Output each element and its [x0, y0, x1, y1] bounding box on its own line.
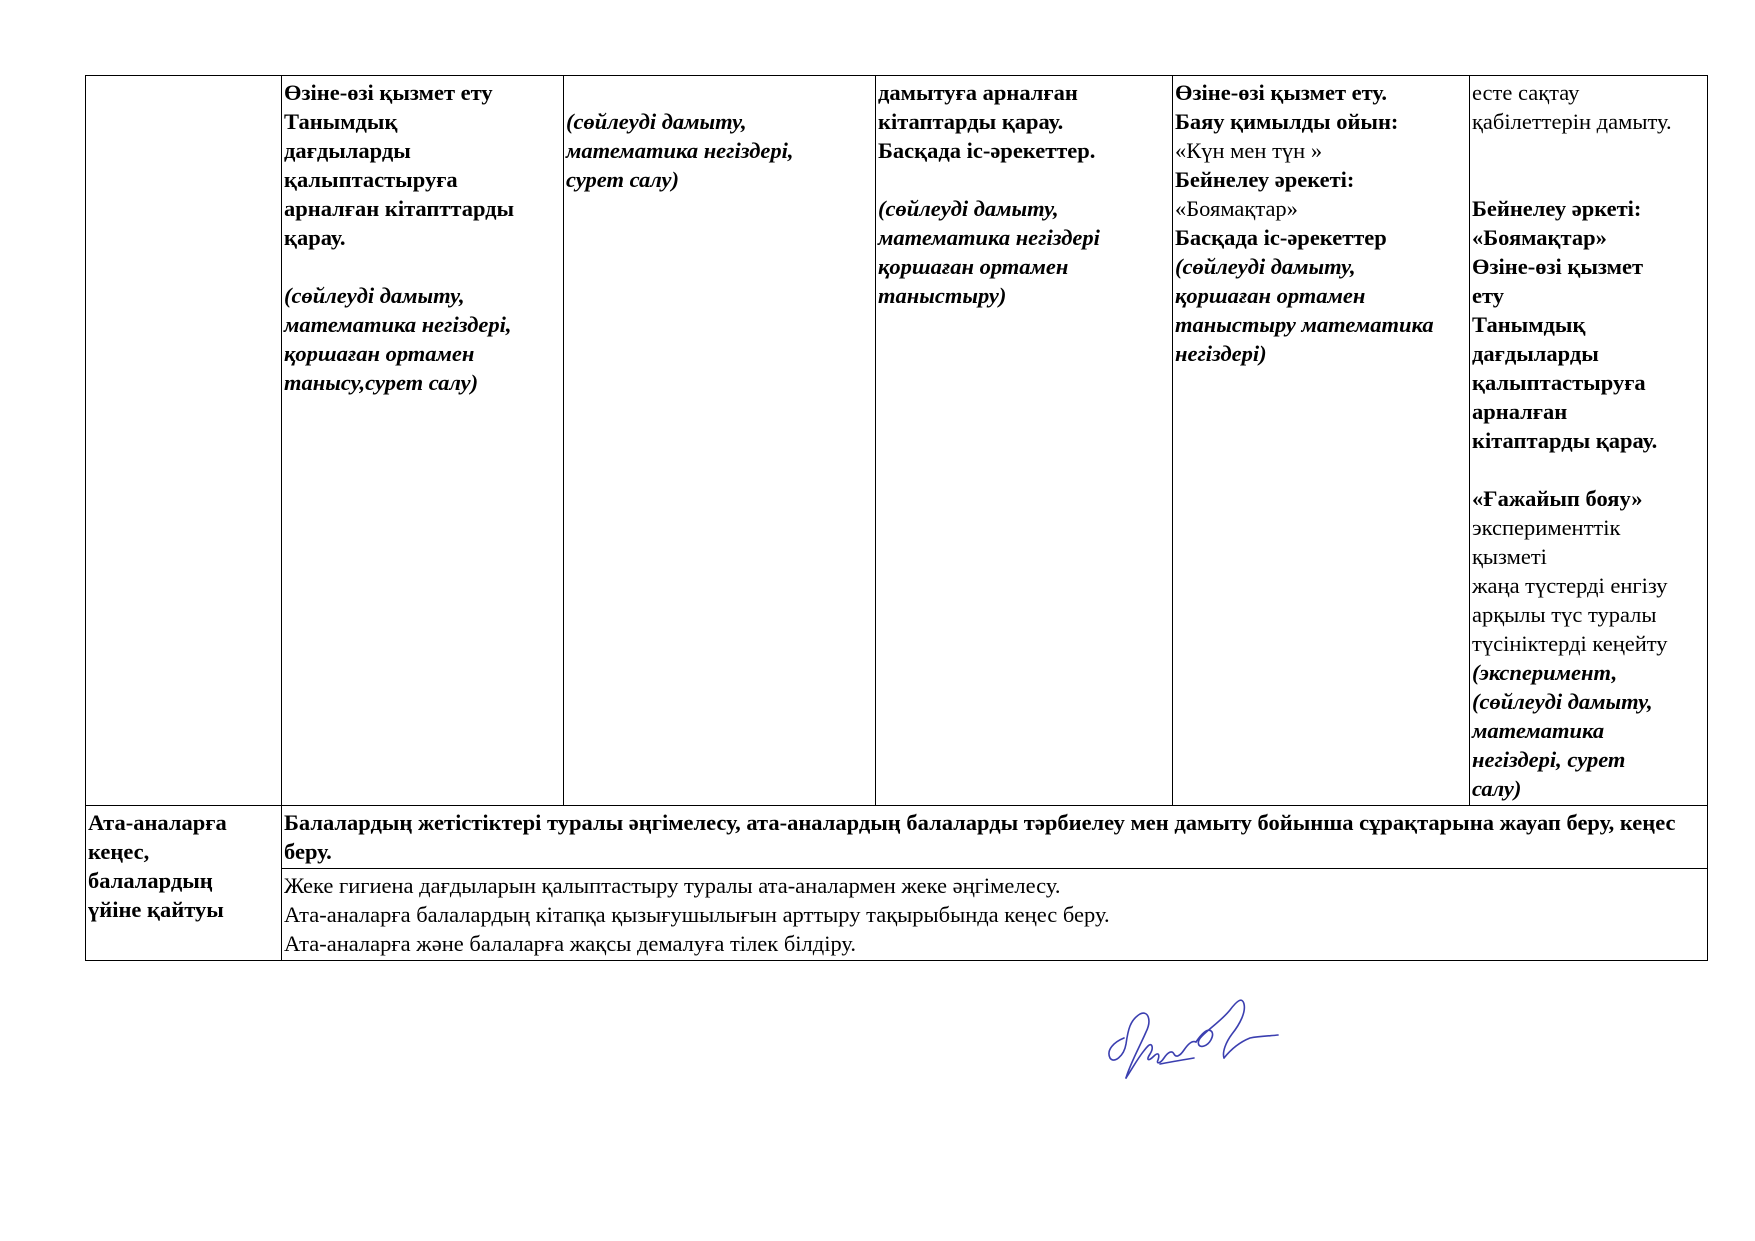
activity-cell-col6 [1470, 76, 1708, 806]
cell-note: қоршаған ортамен [284, 341, 475, 366]
cell-text: Өзіне-өзі қызмет ету. [1175, 80, 1388, 105]
activity-cell-col3 [564, 76, 876, 806]
cell-text: Өзіне-өзі қызмет [1472, 254, 1644, 279]
cell-note: таныстыру математика [1175, 312, 1434, 337]
cell-note: (сөйлеуді дамыту, [878, 196, 1059, 221]
cell-text: дамытуға арналған [878, 80, 1078, 105]
parents-note: Ата-аналарға және балаларға жақсы демалуға тілек білдіру. [284, 931, 857, 956]
cell-note: салу) [1472, 776, 1522, 801]
cell-text: «Боямақтар» [1175, 196, 1298, 221]
cell-text: «Ғажайып бояу» [1472, 486, 1643, 511]
cell-text: жаңа түстерді енгізу [1472, 573, 1668, 598]
cell-text: арқылы түс туралы [1472, 602, 1657, 627]
cell-text: эксперименттік [1472, 515, 1621, 540]
signature-graphic [1100, 980, 1285, 1090]
cell-text: «Күн мен түн » [1175, 138, 1323, 163]
cell-note: негіздері) [1175, 341, 1267, 366]
cell-text: «Боямақтар» [1472, 225, 1607, 250]
cell-text: кітаптарды қарау. [878, 109, 1064, 134]
activity-cell-col4 [876, 76, 1173, 806]
plan-table [85, 75, 1708, 961]
cell-note: (сөйлеуді дамыту, [566, 109, 747, 134]
spacer [1472, 455, 1706, 484]
cell-text: Баяу қимылды ойын: [1175, 109, 1399, 134]
table-row [86, 76, 1708, 806]
cell-text: қызметі [1472, 544, 1547, 569]
cell-note: негіздері, сурет [1472, 747, 1626, 772]
cell-note: танысу,сурет салу) [284, 370, 479, 395]
row-label-cell-empty [86, 76, 282, 806]
cell-text: Басқада іс-әрекеттер. [878, 138, 1096, 163]
cell-text: қабілеттерін дамыту. [1472, 109, 1672, 134]
cell-text: түсініктерді кеңейту [1472, 631, 1668, 656]
cell-text: ету [1472, 283, 1504, 308]
cell-text: Танымдық [1472, 312, 1586, 337]
cell-note: (сөйлеуді дамыту, [1472, 689, 1653, 714]
cell-text: Басқада іс-әрекеттер [1175, 225, 1387, 250]
cell-text: қарау. [284, 225, 346, 250]
parents-heading: Балалардың жетістіктері туралы әңгімелесу, ата-аналардың балаларды тәрбиелеу мен дамыту бойынша сұрақтарына жауап беру, кеңес беру. [284, 810, 1676, 864]
spacer [284, 252, 562, 281]
cell-note: математика негіздері [878, 225, 1100, 250]
cell-text: Бейнелеу әрекеті: [1175, 167, 1355, 192]
cell-note: (сөйлеуді дамыту, [1175, 254, 1356, 279]
row-label-cell [86, 806, 282, 961]
parents-heading-cell [282, 806, 1708, 869]
row-label: үйіне қайтуы [88, 897, 224, 922]
table-row [86, 806, 1708, 869]
cell-note: қоршаған ортамен [1175, 283, 1366, 308]
spacer [878, 165, 1171, 194]
cell-text: кітаптарды қарау. [1472, 428, 1658, 453]
spacer [1472, 136, 1706, 165]
cell-text: Бейнелеу әркеті: [1472, 196, 1642, 221]
activity-cell-col5 [1173, 76, 1470, 806]
row-label: кеңес, [88, 839, 150, 864]
spacer [566, 78, 874, 107]
cell-text: дағдыларды [1472, 341, 1599, 366]
cell-text: арналған кітапттарды [284, 196, 515, 221]
cell-text: Өзіне-өзі қызмет ету [284, 80, 493, 105]
table-row [86, 869, 1708, 961]
row-label: балалардың [88, 868, 213, 893]
cell-note: қоршаған ортамен [878, 254, 1069, 279]
cell-note: математика негіздері, [566, 138, 794, 163]
cell-text: Танымдық [284, 109, 398, 134]
cell-note: математика негіздері, [284, 312, 512, 337]
parents-notes-cell [282, 869, 1708, 961]
cell-note: сурет салу) [566, 167, 679, 192]
cell-text: есте сақтау [1472, 80, 1580, 105]
row-label: Ата-аналарға [88, 810, 227, 835]
cell-text: арналған [1472, 399, 1568, 424]
cell-text: қалыптастыруға [284, 167, 458, 192]
cell-note: (эксперимент, [1472, 660, 1618, 685]
cell-note: (сөйлеуді дамыту, [284, 283, 465, 308]
cell-text: дағдыларды [284, 138, 411, 163]
parents-note: Ата-аналарға балалардың кітапқа қызығушылығын арттыру тақырыбында кеңес беру. [284, 902, 1110, 927]
cell-text: қалыптастыруға [1472, 370, 1646, 395]
signature [1100, 980, 1285, 1090]
cell-note: математика [1472, 718, 1605, 743]
spacer [1472, 165, 1706, 194]
cell-note: таныстыру) [878, 283, 1007, 308]
activity-cell-col2 [282, 76, 564, 806]
parents-note: Жеке гигиена дағдыларын қалыптастыру туралы ата-аналармен жеке әңгімелесу. [284, 873, 1061, 898]
